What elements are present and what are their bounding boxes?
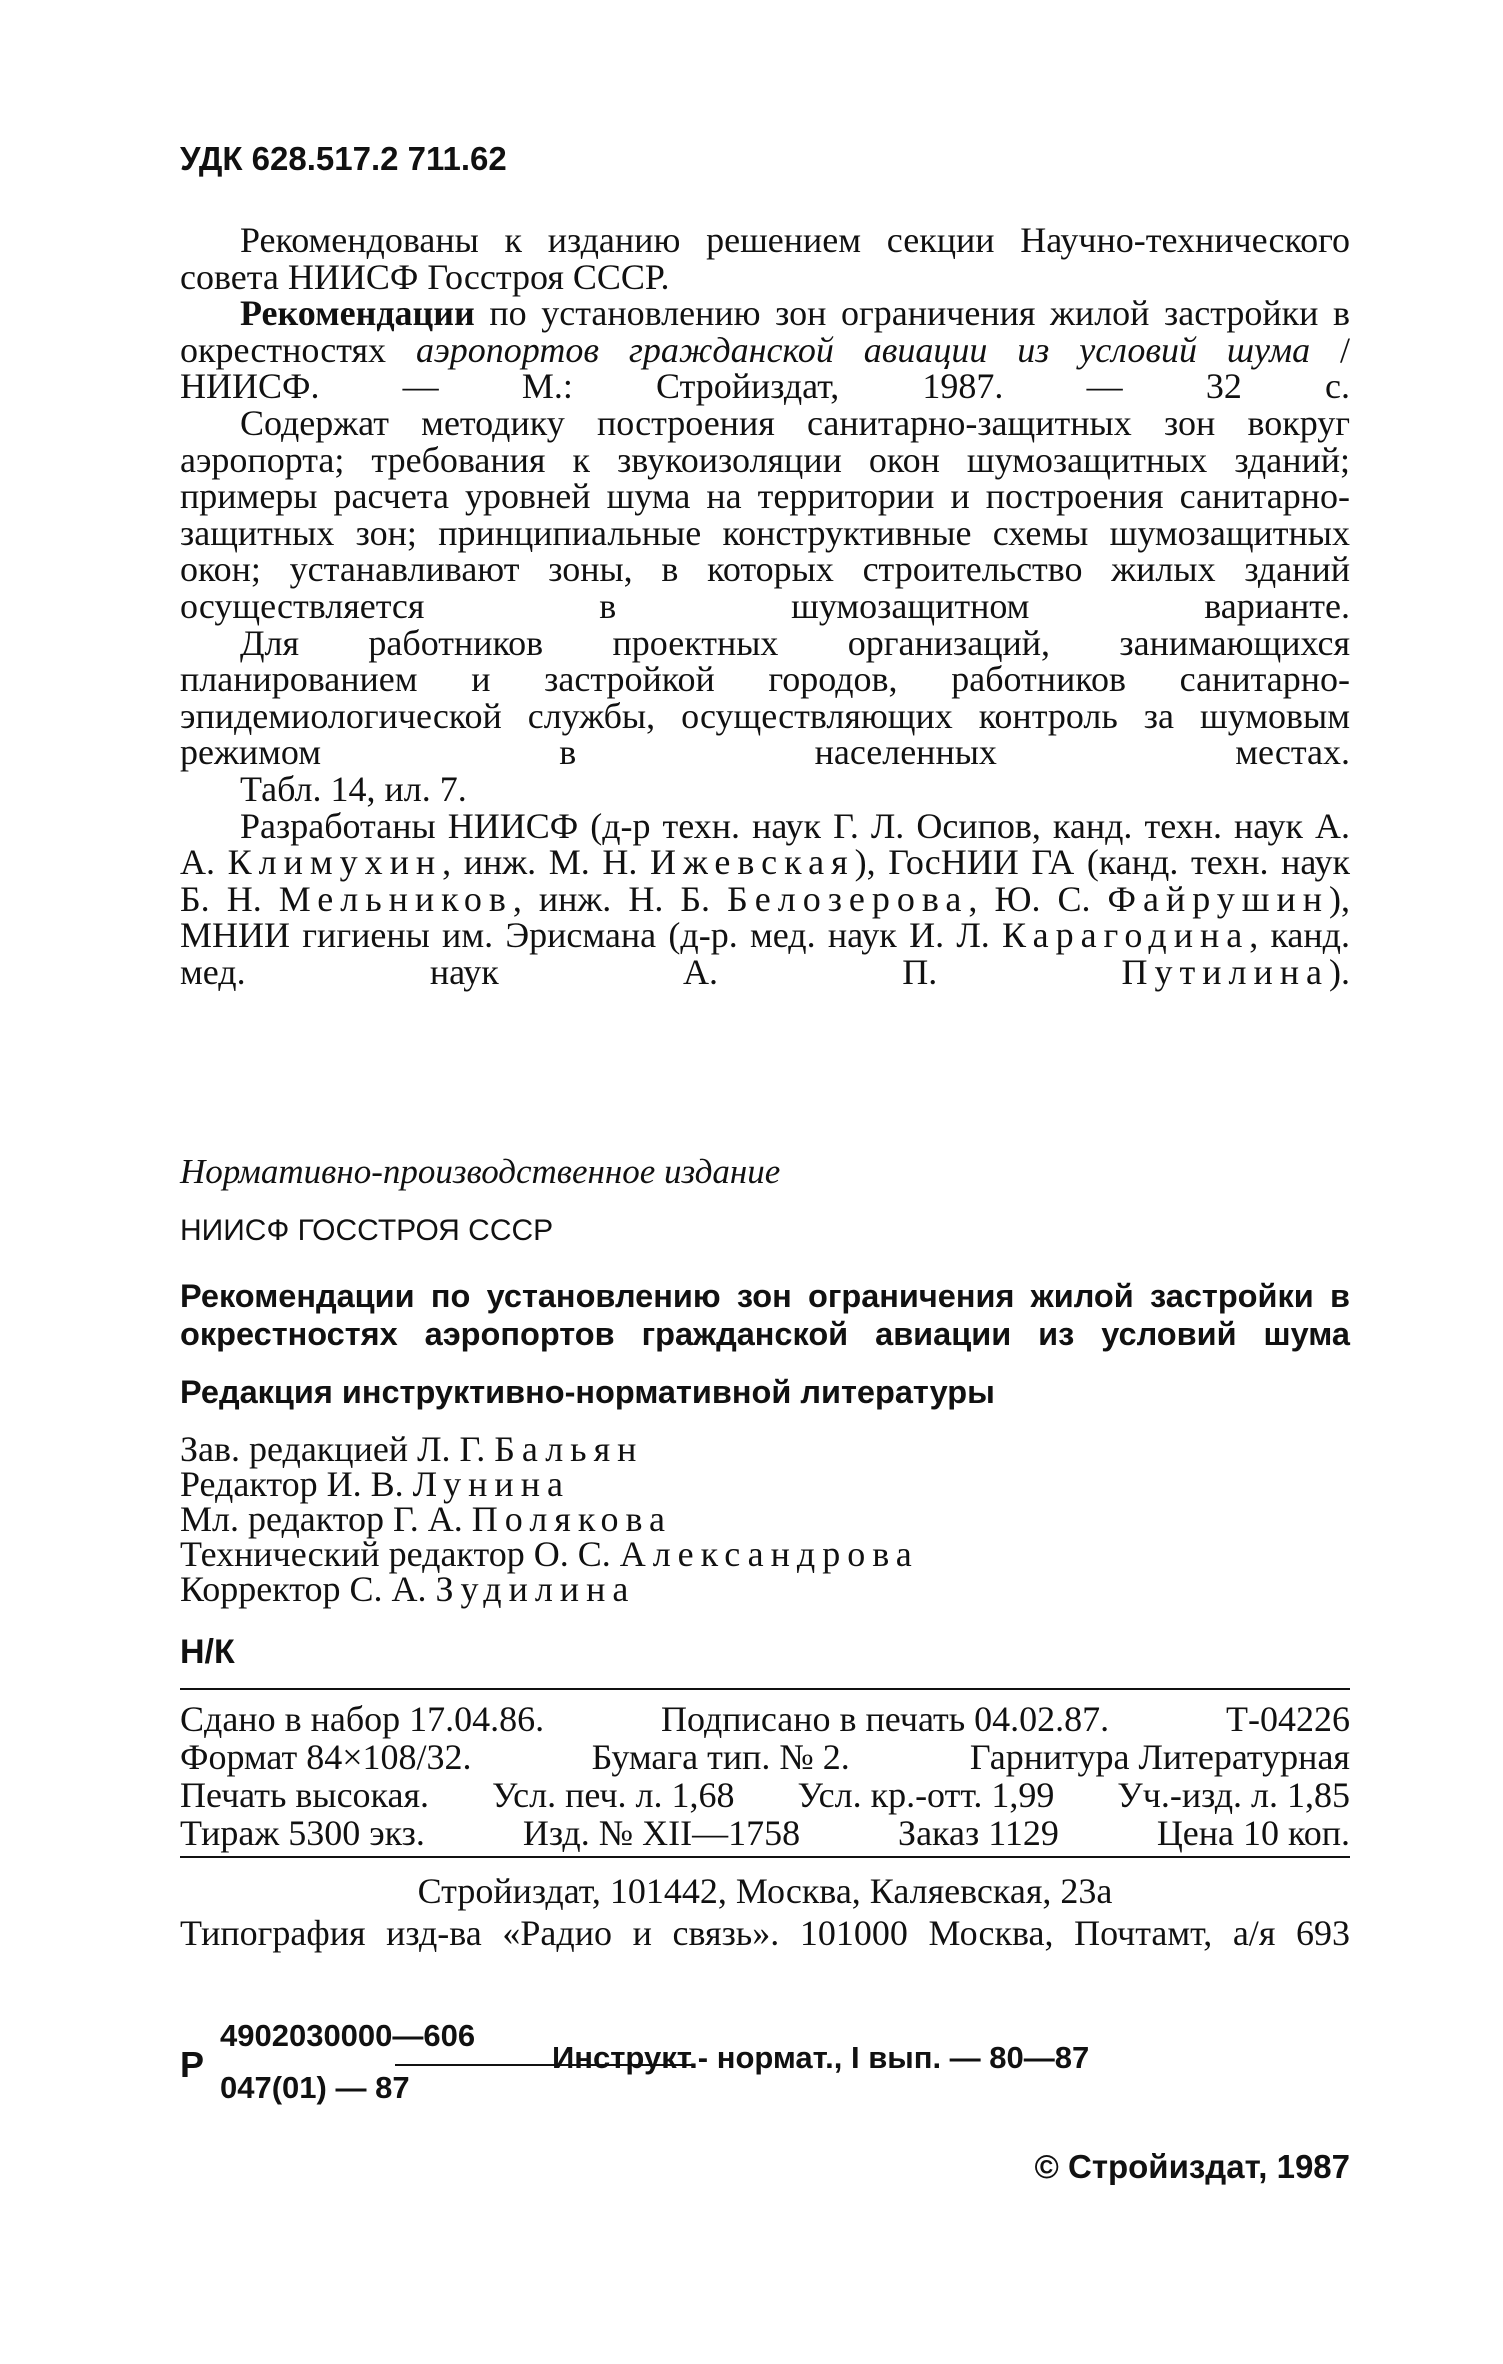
copyright: © Стройиздат, 1987	[1034, 2148, 1350, 2185]
staff-line: Корректор С. А. Зудилина	[180, 1569, 636, 1609]
book-title: Рекомендации по установлению зон ограничения жилой застройки в окрестностях аэропортов гражданской авиации из условий шума	[180, 1278, 1350, 1352]
nk-mark: Н/К	[180, 1633, 235, 1671]
recommendation-note: Рекомендованы к изданию решением секции Научно-технического совета НИИСФ Госстроя СССР.	[180, 220, 1350, 297]
divider-bottom	[180, 1856, 1350, 1858]
spec-row: Формат 84×108/32. Бумага тип. № 2. Гарнитура Литературная	[180, 1737, 1350, 1777]
contents-summary: Содержат методику построения санитарно-защитных зон вокруг аэропорта; требования к звукоизоляции окон шумозащитных зданий; примеры расчета уровней шума на территории и построения санитарно-защитных зон; принципиальные конструктивные схемы шумозащитных окон; устанавливают зоны, в которых строительство жилых зданий осуществляется в шумозащитном варианте.	[180, 402, 1350, 626]
divider-top	[180, 1688, 1350, 1690]
authors-list: Разработаны НИИСФ (д-р техн. наук Г. Л. Осипов, канд. техн. наук А. А. Климухин, инж. М. Н. Ижевская), ГосНИИ ГА (канд. техн. наук Б. Н. Мельников, инж. Н. Б. Белозерова, Ю. С. Файрушин), МНИИ гигиены им. Эрисмана (д-р. мед. наук И. Л. Карагодина, канд. мед. наук А. П. Путилина).	[180, 805, 1351, 992]
staff-line: Технический редактор О. С. Александрова	[180, 1534, 919, 1574]
spec-row: Тираж 5300 экз. Изд. № XII—1758 Заказ 1129 Цена 10 коп.	[180, 1813, 1350, 1853]
publisher-address: Стройиздат, 101442, Москва, Каляевская, 23а	[417, 1871, 1113, 1911]
editorial-office: Редакция инструктивно-нормативной литературы	[180, 1374, 995, 1410]
staff-line: Мл. редактор Г. А. Полякова	[180, 1499, 673, 1539]
code-letter: Р	[180, 2044, 205, 2085]
bibliographic-abstract	[180, 222, 1350, 990]
catalog-code	[180, 2010, 1350, 2140]
printer-address: Типография изд-ва «Радио и связь». 101000 Москва, Почтамт, а/я 693	[180, 1913, 1350, 1953]
spec-row: Печать высокая. Усл. печ. л. 1,68 Усл. кр.-отт. 1,99 Уч.-изд. л. 1,85	[180, 1775, 1350, 1815]
staff-line: Зав. редакцией Л. Г. Бальян	[180, 1429, 644, 1469]
code-numerator: 4902030000—606	[220, 2018, 476, 2053]
code-denominator: 047(01) — 87	[220, 2070, 410, 2105]
code-note: Инструкт.- нормат., I вып. — 80—87	[552, 2040, 1090, 2075]
spec-row: Сдано в набор 17.04.86. Подписано в печать 04.02.87. Т-04226	[180, 1699, 1350, 1739]
bibliographic-record: Рекомендации по установлению зон ограничения жилой застройки в окрестностях аэропортов гражданской авиации из условий шума / НИИСФ. — М.: Стройиздат, 1987. — 32 с.	[180, 293, 1350, 407]
udk-code: УДК 628.517.2 711.62	[180, 140, 507, 177]
edition-type: Нормативно-производственное издание	[180, 1152, 781, 1191]
target-audience: Для работников проектных организаций, занимающихся планированием и застройкой городов, работников санитарно-эпидемиологической службы, осуществляющих контроль за шумовым режимом в населенных местах.	[180, 622, 1350, 773]
tables-count: Табл. 14, ил. 7.	[240, 768, 467, 809]
publisher-organization: НИИСФ ГОССТРОЯ СССР	[180, 1214, 554, 1247]
staff-line: Редактор И. В. Лунина	[180, 1464, 570, 1504]
editorial-staff	[180, 1429, 1350, 1609]
